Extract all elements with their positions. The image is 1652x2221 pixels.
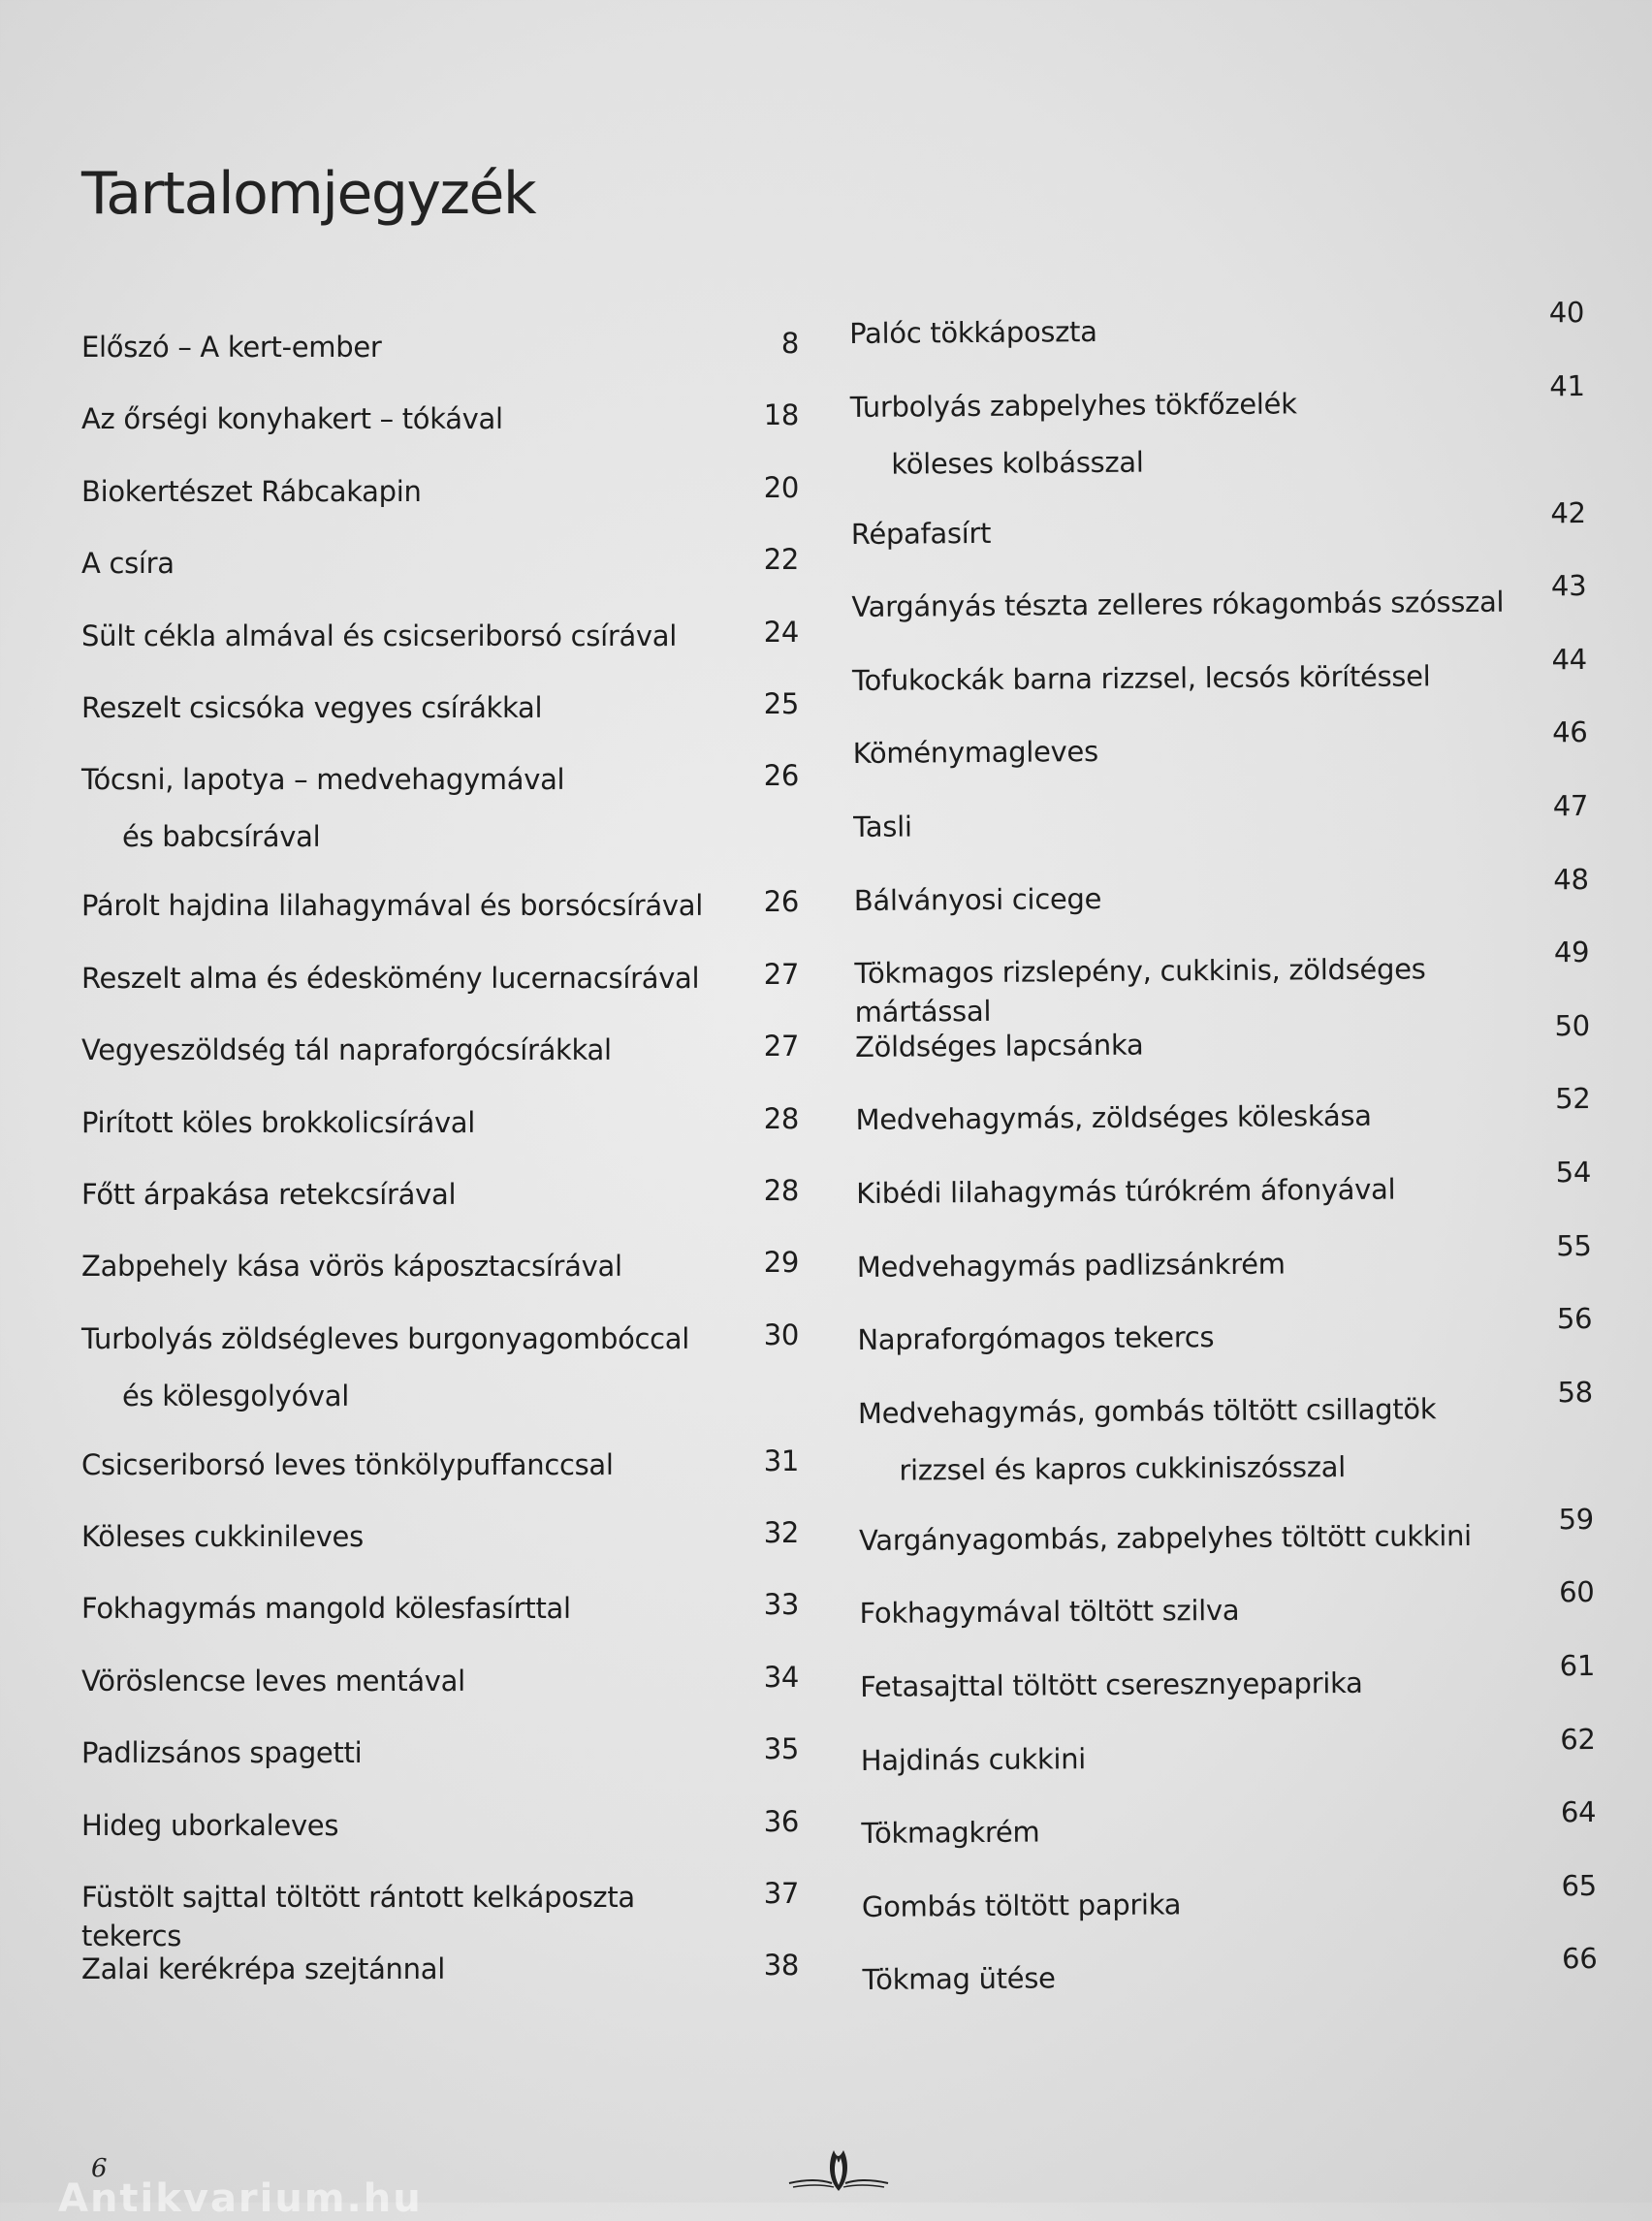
toc-entry-title (861, 1800, 1553, 1853)
toc-entry-page-number: 66 (1561, 1942, 1598, 1976)
toc-entry-title-line: Kibédi lilahagymás túrókrém áfonyával (856, 1172, 1396, 1210)
toc-entry-title (858, 1380, 1551, 1490)
toc-entry-title (852, 648, 1544, 700)
toc-entry (81, 1023, 799, 1095)
toc-entry-title-line: Sült cékla almával és csicseriborsó csírával (81, 619, 678, 652)
watermark: Antikvarium.hu (58, 2176, 423, 2221)
toc-entry (855, 1082, 1591, 1166)
toc-entry (862, 1942, 1598, 2026)
toc-entry-title-line: Biokertészet Rábcakapin (81, 474, 422, 508)
toc-entry-title (853, 794, 1545, 846)
toc-entry-page-number: 25 (763, 686, 799, 720)
toc-entry-page-number: 20 (763, 470, 799, 504)
toc-entry-page-number: 64 (1560, 1795, 1597, 1829)
toc-entry-title (850, 374, 1543, 484)
toc-entry-page-number: 22 (763, 543, 799, 577)
toc-entry-title-line: Köleses cukkinileves (81, 1520, 364, 1554)
toc-entry (857, 1302, 1593, 1386)
toc-entry (81, 392, 799, 463)
toc-entry-title-line: Pirított köles brokkolicsírával (81, 1105, 476, 1139)
toc-entry-title-line: Vegyeszöldség tál napraforgócsírákkal (81, 1033, 612, 1067)
toc-entry (81, 464, 799, 536)
toc-entry (81, 1581, 799, 1653)
toc-entry-page-number: 62 (1560, 1722, 1596, 1756)
toc-entry (854, 1008, 1591, 1094)
toc-entry-title-line: Medvehagymás, gombás töltött csillagtök (857, 1392, 1437, 1430)
toc-entry-title (855, 1014, 1547, 1066)
toc-entry-page-number: 59 (1558, 1502, 1594, 1537)
toc-entry-title-line: Zabpehely kása vörös káposztacsírával (81, 1250, 622, 1284)
toc-entry-page-number: 60 (1558, 1575, 1595, 1609)
toc-entry-page-number: 54 (1555, 1155, 1592, 1190)
toc-entry (851, 569, 1587, 653)
toc-entry-title-line: Vöröslencse leves mentával (81, 1664, 465, 1697)
page-number: 6 (91, 2154, 108, 2183)
toc-entry-title (861, 1728, 1553, 1780)
toc-entry-title (862, 1948, 1554, 2000)
toc-entry-title-continuation: és kölesgolyóval (122, 1379, 349, 1412)
toc-entry (860, 1722, 1597, 1807)
toc-entry-page-number: 34 (763, 1660, 799, 1694)
toc-entry-title-line: Az őrségi konyhakert – tókával (81, 402, 503, 436)
toc-entry (849, 368, 1586, 507)
toc-entry-page-number: 49 (1553, 936, 1590, 969)
toc-entry-page-number: 61 (1559, 1648, 1596, 1683)
toc-entry-page-number: 42 (1550, 495, 1586, 529)
toc-entry-title-line: Medvehagymás padlizsánkrém (856, 1247, 1286, 1284)
toc-entry-title-line: Bálványosi cicege (853, 881, 1102, 917)
toc-entry (81, 951, 799, 1023)
toc-entry-title-line: Előszó – A kert-ember (81, 331, 382, 364)
toc-entry-title-line: Párolt hajdina lilahagymával és borsócsírával (81, 889, 703, 923)
toc-entry-title (81, 1167, 756, 1214)
toc-entry-title-continuation: köleses kolbásszal (891, 445, 1144, 481)
toc-entry-page-number: 52 (1554, 1082, 1591, 1116)
toc-entry (81, 1095, 799, 1167)
toc-entry (857, 1375, 1594, 1513)
toc-entry (81, 1654, 799, 1726)
toc-entry-title-line: Tócsni, lapotya – medvehagymával (81, 763, 565, 797)
toc-entry-page-number: 33 (763, 1588, 799, 1622)
toc-entry-title (81, 1509, 756, 1556)
toc-entry-title (81, 1023, 756, 1069)
toc-entry (856, 1155, 1592, 1240)
toc-entry-title (81, 609, 756, 655)
toc-entry-title-line: Hajdinás cukkini (860, 1741, 1087, 1777)
toc-entry-title-line: Tasli (853, 809, 912, 843)
toc-entry-title-line: Fetasajttal töltött cseresznyepaprika (860, 1666, 1363, 1703)
toc-entry (81, 536, 799, 608)
toc-entry (81, 1167, 799, 1239)
toc-entry (856, 1228, 1593, 1314)
toc-entry-page-number: 46 (1552, 715, 1588, 749)
toc-entry-title (851, 501, 1543, 554)
toc-entry-page-number: 48 (1553, 862, 1589, 896)
toc-entry-title (852, 721, 1544, 774)
toc-entry-title (81, 752, 756, 856)
toc-entry-title (81, 1798, 756, 1845)
toc-entry-title-line: Gombás töltött paprika (861, 1888, 1182, 1923)
toc-entry-title-line: Reszelt csicsóka vegyes csírákkal (81, 690, 543, 724)
toc-entry-title (849, 301, 1541, 353)
toc-entry-title (862, 1874, 1554, 1926)
toc-entry-page-number: 58 (1557, 1375, 1593, 1410)
toc-entry-title (81, 320, 756, 366)
toc-entry (860, 1648, 1596, 1733)
toc-entry-page-number: 50 (1554, 1008, 1590, 1043)
toc-entry (81, 1870, 799, 1953)
toc-entry-title (81, 464, 756, 511)
toc-entry (851, 642, 1588, 727)
toc-entry-title (81, 1942, 756, 1988)
toc-left-column (81, 320, 799, 2015)
toc-entry-title-line: Fokhagymás mangold kölesfasírttal (81, 1592, 571, 1626)
toc-entry-page-number: 8 (780, 327, 799, 360)
toc-entry-title-line: Köménymagleves (852, 735, 1098, 771)
toc-entry-title (81, 1312, 756, 1415)
toc-entry (859, 1575, 1595, 1660)
leaf-ornament-icon (785, 2144, 892, 2195)
toc-entry-title-continuation: rizzsel és kapros cukkiniszósszal (899, 1449, 1347, 1487)
toc-entry (81, 681, 799, 752)
toc-entry-page-number: 47 (1552, 788, 1589, 823)
toc-entry-title (81, 1581, 756, 1628)
toc-entry-title (81, 878, 756, 925)
toc-entry-title (81, 681, 756, 727)
toc-entry-title (81, 1095, 756, 1142)
toc-entry (81, 609, 799, 681)
toc-entry-title-line: A csíra (81, 547, 175, 581)
toc-entry-page-number: 36 (763, 1804, 799, 1838)
toc-entry-page-number: 56 (1556, 1302, 1593, 1336)
toc-entry (852, 715, 1588, 800)
toc-entry-title-line: Hideg uborkaleves (81, 1808, 339, 1842)
toc-entry-page-number: 28 (763, 1173, 799, 1207)
toc-entry (850, 495, 1587, 581)
toc-entry-page-number: 29 (763, 1246, 799, 1280)
toc-entry-page-number: 28 (763, 1101, 799, 1135)
toc-entry (81, 1239, 799, 1311)
toc-entry-page-number: 65 (1561, 1868, 1597, 1902)
toc-entry (81, 878, 799, 950)
page-title: Tartalomjegyzék (81, 160, 536, 228)
toc-entry-title-line: Füstölt sajttal töltött rántott kelkáposzta tekercs (81, 1881, 635, 1953)
toc-entry-title-line: Napraforgómagos tekercs (857, 1320, 1215, 1357)
toc-entry-page-number: 32 (763, 1516, 799, 1550)
toc-entry (81, 1312, 799, 1438)
toc-entry-title-line: Medvehagymás, zöldséges köleskása (855, 1099, 1372, 1137)
toc-entry-title (81, 536, 756, 583)
toc-entry-title (856, 1160, 1548, 1213)
toc-entry-title-line: Zöldséges lapcsánka (854, 1028, 1144, 1063)
toc-entry-title-line: Tökmagos rizslepény, cukkinis, zöldséges mártással (854, 952, 1426, 1030)
toc-entry-page-number: 37 (763, 1877, 799, 1911)
toc-entry-page-number: 41 (1549, 368, 1585, 402)
toc-entry-title-line: Vargányás tészta zelleres rókagombás szósszal (851, 585, 1505, 624)
toc-entry (853, 862, 1590, 947)
toc-entry-title (857, 1234, 1549, 1286)
toc-entry-page-number: 44 (1551, 642, 1588, 677)
toc-entry-title-line: Csicseriborsó leves tönkölypuffanccsal (81, 1447, 614, 1481)
toc-entry-title (854, 868, 1546, 920)
toc-entry-page-number: 35 (763, 1732, 799, 1766)
toc-entry-page-number: 40 (1548, 296, 1585, 330)
toc-entry (81, 1942, 799, 2014)
toc-entry-page-number: 31 (763, 1444, 799, 1477)
toc-entry-page-number: 26 (763, 885, 799, 919)
toc-entry-title (859, 1581, 1551, 1634)
toc-entry-title-line: Zalai kerékrépa szejtánnal (81, 1952, 445, 1986)
toc-entry-title (860, 1654, 1552, 1706)
toc-entry-page-number: 26 (763, 759, 799, 793)
toc-entry-title (859, 1507, 1551, 1560)
toc-entry-title (81, 1654, 756, 1700)
toc-entry-title-line: Tofukockák barna rizzsel, lecsós körítéssel (851, 659, 1431, 697)
toc-entry-page-number: 38 (763, 1949, 799, 1983)
toc-entry-page-number: 24 (763, 615, 799, 649)
toc-entry-title-line: Tökmag ütése (862, 1961, 1056, 1997)
toc-entry (858, 1502, 1595, 1587)
toc-entry (861, 1868, 1598, 1953)
toc-entry-title-line: Padlizsános spagetti (81, 1736, 363, 1770)
toc-entry-title-line: Répafasírt (850, 516, 992, 551)
toc-entry-title (851, 575, 1543, 627)
toc-entry-page-number: 18 (763, 398, 799, 432)
toc-entry-title-line: Főtt árpakása retekcsírával (81, 1177, 457, 1211)
toc-entry (81, 320, 799, 392)
toc-entry-title (81, 1726, 756, 1772)
toc-entry-title-line: Fokhagymával töltött szilva (859, 1594, 1240, 1631)
toc-entry-page-number: 27 (763, 957, 799, 991)
toc-entry (849, 296, 1585, 380)
toc-entry-page-number: 55 (1556, 1228, 1592, 1262)
toc-entry-title (81, 392, 756, 438)
toc-right-column (849, 296, 1598, 2026)
toc-entry (81, 1509, 799, 1581)
toc-entry (81, 752, 799, 878)
toc-entry-title-line: Turbolyás zabpelyhes tökfőzelék (849, 386, 1297, 424)
toc-entry-page-number: 27 (763, 1030, 799, 1063)
toc-entry-title-line: Palóc tökkáposzta (849, 314, 1097, 350)
toc-entry (81, 1438, 799, 1509)
toc-entry (861, 1795, 1597, 1880)
toc-entry-title-line: Reszelt alma és édeskömény lucernacsírával (81, 961, 700, 995)
toc-entry-title (81, 951, 756, 998)
toc-entry-page-number: 43 (1550, 569, 1587, 603)
toc-entry-title-line: Tökmagkrém (861, 1815, 1040, 1851)
toc-entry-title (857, 1307, 1549, 1359)
toc-entry (853, 788, 1589, 873)
toc-entry-title-line: Vargányagombás, zabpelyhes töltött cukkini (858, 1518, 1472, 1557)
toc-entry (81, 1798, 799, 1870)
toc-entry-title-continuation: és babcsírával (122, 820, 321, 854)
toc-entry-title (81, 1438, 756, 1484)
toc-entry-title (81, 1239, 756, 1285)
toc-entry-page-number: 30 (763, 1317, 799, 1351)
toc-entry-title (855, 1088, 1547, 1140)
toc-entry-title-line: Turbolyás zöldségleves burgonyagombóccal (81, 1321, 690, 1355)
toc-entry (81, 1726, 799, 1797)
